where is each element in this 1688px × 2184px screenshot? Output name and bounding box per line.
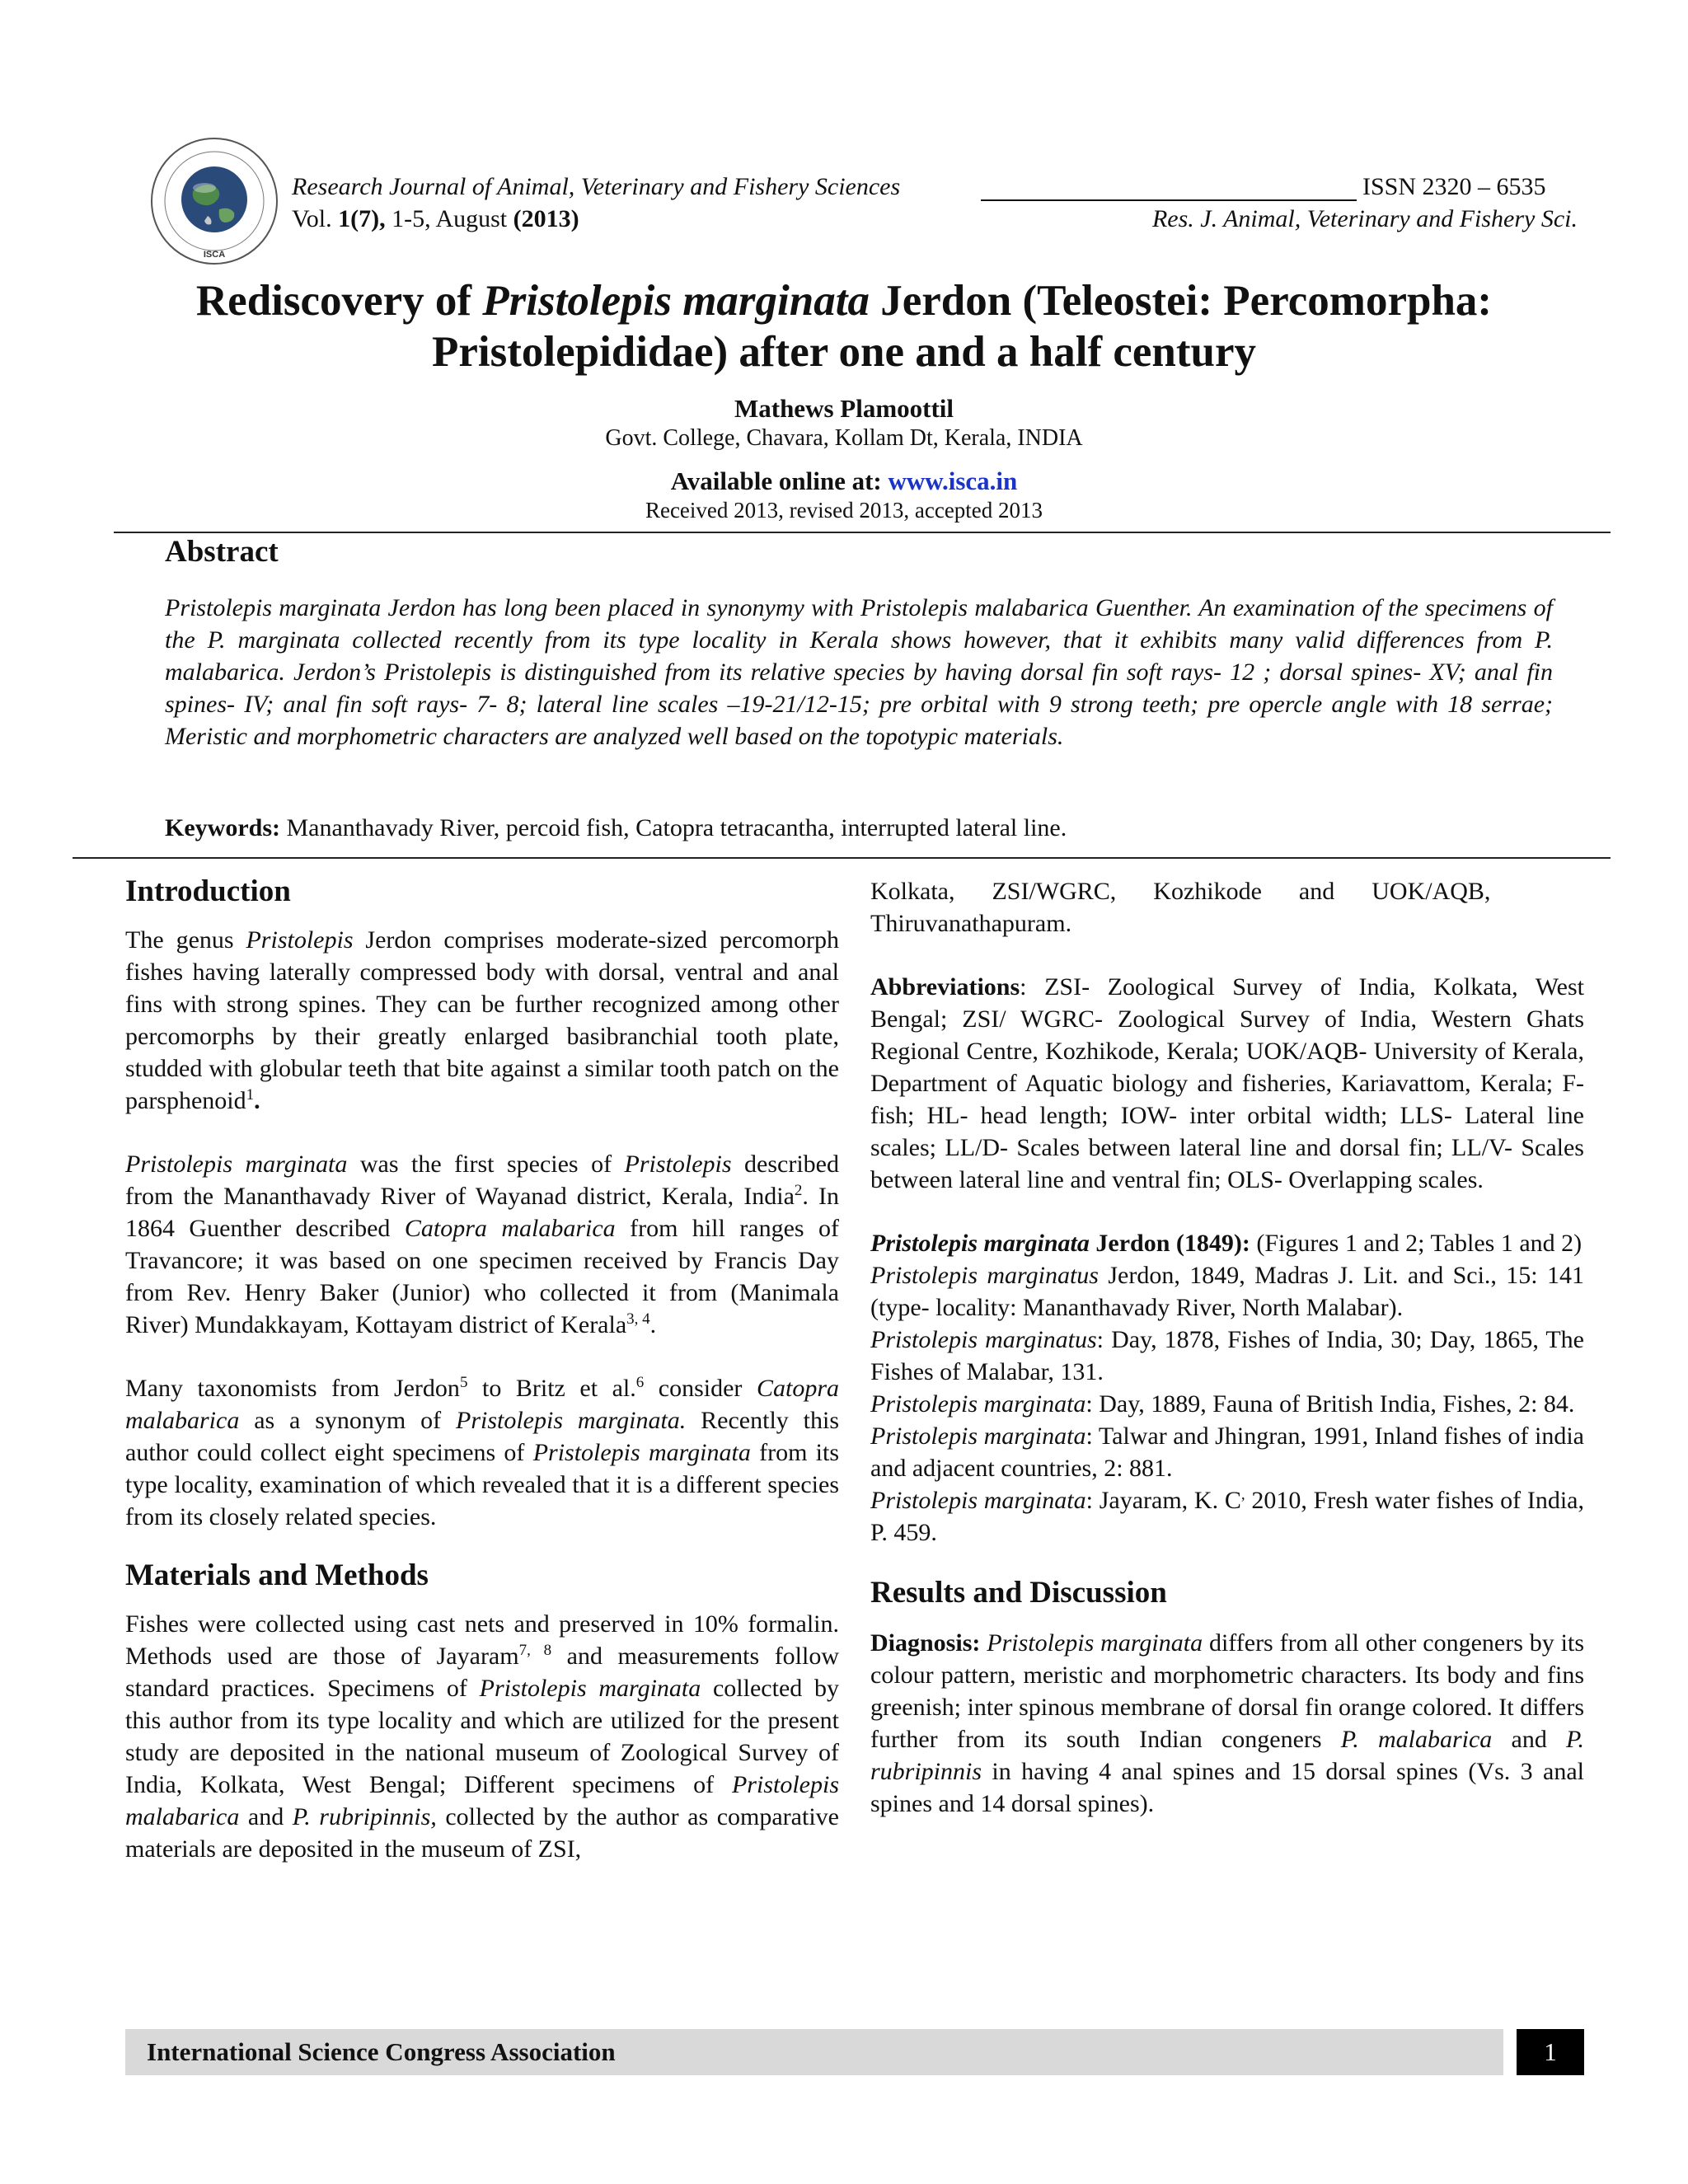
introduction-heading: Introduction <box>125 874 291 908</box>
availability-line: Available online at: www.isca.in <box>670 466 1018 495</box>
author-affiliation: Govt. College, Chavara, Kollam Dt, Kerala, INDIA <box>605 425 1083 451</box>
synonym-4: Pristolepis marginata: Talwar and Jhingran, 1991, Inland fishes of india and adjacent countries, 2: 881. <box>870 1422 1584 1482</box>
page-number: 1 <box>1517 2029 1584 2075</box>
website-link[interactable]: www.isca.in <box>888 466 1018 495</box>
synonym-5: Pristolepis marginata: Jayaram, K. C, 2010, Fresh water fishes of India, P. 459. <box>870 1486 1584 1546</box>
intro-paragraph-2: Pristolepis marginata was the first species of Pristolepis described from the Mananthavady River of Wayanad district, Kerala, India$^2$. In 1864 Guenther described Catopra malabarica from hill ranges of Travancore; it was based on one specimen received by Francis Day from Rev. Henry Baker (Junior) who collected it from (Manimala River) Mundakkayam, Kottayam district of Kerala$^{3, 4}$. <box>125 1151 839 1338</box>
globe-logo-icon <box>150 137 279 265</box>
journal-abbreviation: Res. J. Animal, Veterinary and Fishery Sci. <box>1151 205 1578 232</box>
species-heading: Pristolepis marginata Jerdon (1849): (Figures 1 and 2; Tables 1 and 2) <box>870 1230 1582 1257</box>
title-line-1: Rediscovery of Pristolepis marginata Jerdon (Teleostei: Percomorpha: <box>195 277 1493 325</box>
methods-continuation-line-2: Thiruvanathapuram. <box>870 910 1072 937</box>
synonym-3: Pristolepis marginata: Day, 1889, Fauna of British India, Fishes, 2: 84. <box>870 1390 1575 1418</box>
footer-organization: International Science Congress Association <box>147 2037 616 2066</box>
title-line-2: Pristolepididae) after one and a half century <box>431 328 1257 376</box>
volume-info: Vol. 1(7), 1-5, August (2013) <box>292 205 579 232</box>
diagnosis-paragraph: Diagnosis: Pristolepis marginata differs from all other congeners by its colour pattern, meristic and morphometric characters. Its body and fins greenish; inter spinous membrane of dorsal fin orange colored. It differs further from its south Indian congeners P. malabarica and P. rubripinnis in having 4 anal spines and 15 dorsal spines (Vs. 3 anal spines and 14 dorsal spines). <box>870 1629 1585 1817</box>
abstract-heading: Abstract <box>165 535 279 569</box>
received-dates: Received 2013, revised 2013, accepted 2013 <box>645 498 1043 523</box>
logo-isca-text: ISCA <box>203 250 226 260</box>
abbreviations-paragraph: Abbreviations: ZSI- Zoological Survey of India, Kolkata, West Bengal; ZSI/ WGRC- Zoological Survey of India, Western Ghats Regional Centre, Kozhikode, Kerala; UOK/AQB- University of Kerala, Department of Aquatic biology and fisheries, Kariavattom, Kerala; F- fish; HL- head length; IOW- inter orbital width; LLS- Lateral line scales; LL/D- Scales between lateral line and dorsal fin; LL/V- Scales between lateral line and ventral fin; OLS- Overlapping scales. <box>870 973 1584 1193</box>
footer-bar <box>125 2029 1503 2075</box>
methods-paragraph: Fishes were collected using cast nets and preserved in 10% formalin. Methods used are those of Jayaram$^{7, 8}$ and measurements follow standard practices. Specimens of Pristolepis marginata collected by this author from its type locality and which are utilized for the present study are deposited in the national museum of Zoological Survey of India, Kolkata, West Bengal; Different specimens of Pristolepis malabarica and P. rubripinnis, collected by the author as comparative materials are deposited in the museum of ZSI, <box>125 1610 840 1863</box>
paper-title <box>82 275 1606 377</box>
right-column <box>870 875 1584 1820</box>
header-underline <box>981 199 1357 201</box>
synonym-2: Pristolepis marginatus: Day, 1878, Fishes of India, 30; Day, 1865, The Fishes of Malabar, 131. <box>870 1326 1584 1385</box>
author-name: Mathews Plamoottil <box>734 394 954 423</box>
intro-paragraph-1: The genus Pristolepis Jerdon comprises moderate-sized percomorph fishes having laterally compressed body with dorsal, ventral and anal fins with strong spines. They can be further recognized among other percomorphs by their greatly enlarged basibranchial tooth plate, studded with globular teeth that bite against a similar tooth patch on the parsphenoid$^1$. <box>125 926 839 1114</box>
keywords: Keywords: Mananthavady River, percoid fish, Catopra tetracantha, interrupted lateral line. <box>165 814 1067 841</box>
left-column <box>125 874 839 1865</box>
intro-paragraph-3: Many taxonomists from Jerdon$^5$ to Britz et al.$^6$ consider Catopra malabarica as a synonym of Pristolepis marginata. Recently this author could collect eight specimens of Pristolepis marginata from its type locality, examination of which revealed that it is a different species from its closely related species. <box>125 1374 840 1530</box>
abstract-top-rule <box>114 532 1611 533</box>
synonym-1: Pristolepis marginatus Jerdon, 1849, Madras J. Lit. and Sci., 15: 141 (type- locality: Mananthavady River, North Malabar). <box>870 1262 1585 1321</box>
methods-heading: Materials and Methods <box>125 1558 429 1592</box>
abstract-text: Pristolepis marginata Jerdon has long been placed in synonymy with Pristolepis malabarica Guenther. An examination of the specimens of the P. marginata collected recently from its type locality in Kerala shows however, that it exhibits many valid differences from P. malabarica. Jerdon’s Pristolepis is distinguished from its relative species by having dorsal fin soft rays- 12 ; dorsal spines- XV; anal fin spines- IV; anal fin soft rays- 7- 8; lateral line scales –19-21/12-15; pre orbital with 9 strong teeth; pre opercle angle with 18 serrae; Meristic and morphometric characters are analyzed well based on the topotypic materials. <box>165 594 1553 750</box>
journal-name: Research Journal of Animal, Veterinary and Fishery Sciences <box>292 173 901 200</box>
abstract-bottom-rule <box>73 857 1611 859</box>
results-heading: Results and Discussion <box>870 1576 1167 1610</box>
issn: ISSN 2320 – 6535 <box>1362 173 1546 200</box>
isca-logo <box>150 137 279 265</box>
methods-continuation-line-1: Kolkata, ZSI/WGRC, Kozhikode and UOK/AQB, <box>870 878 1491 905</box>
